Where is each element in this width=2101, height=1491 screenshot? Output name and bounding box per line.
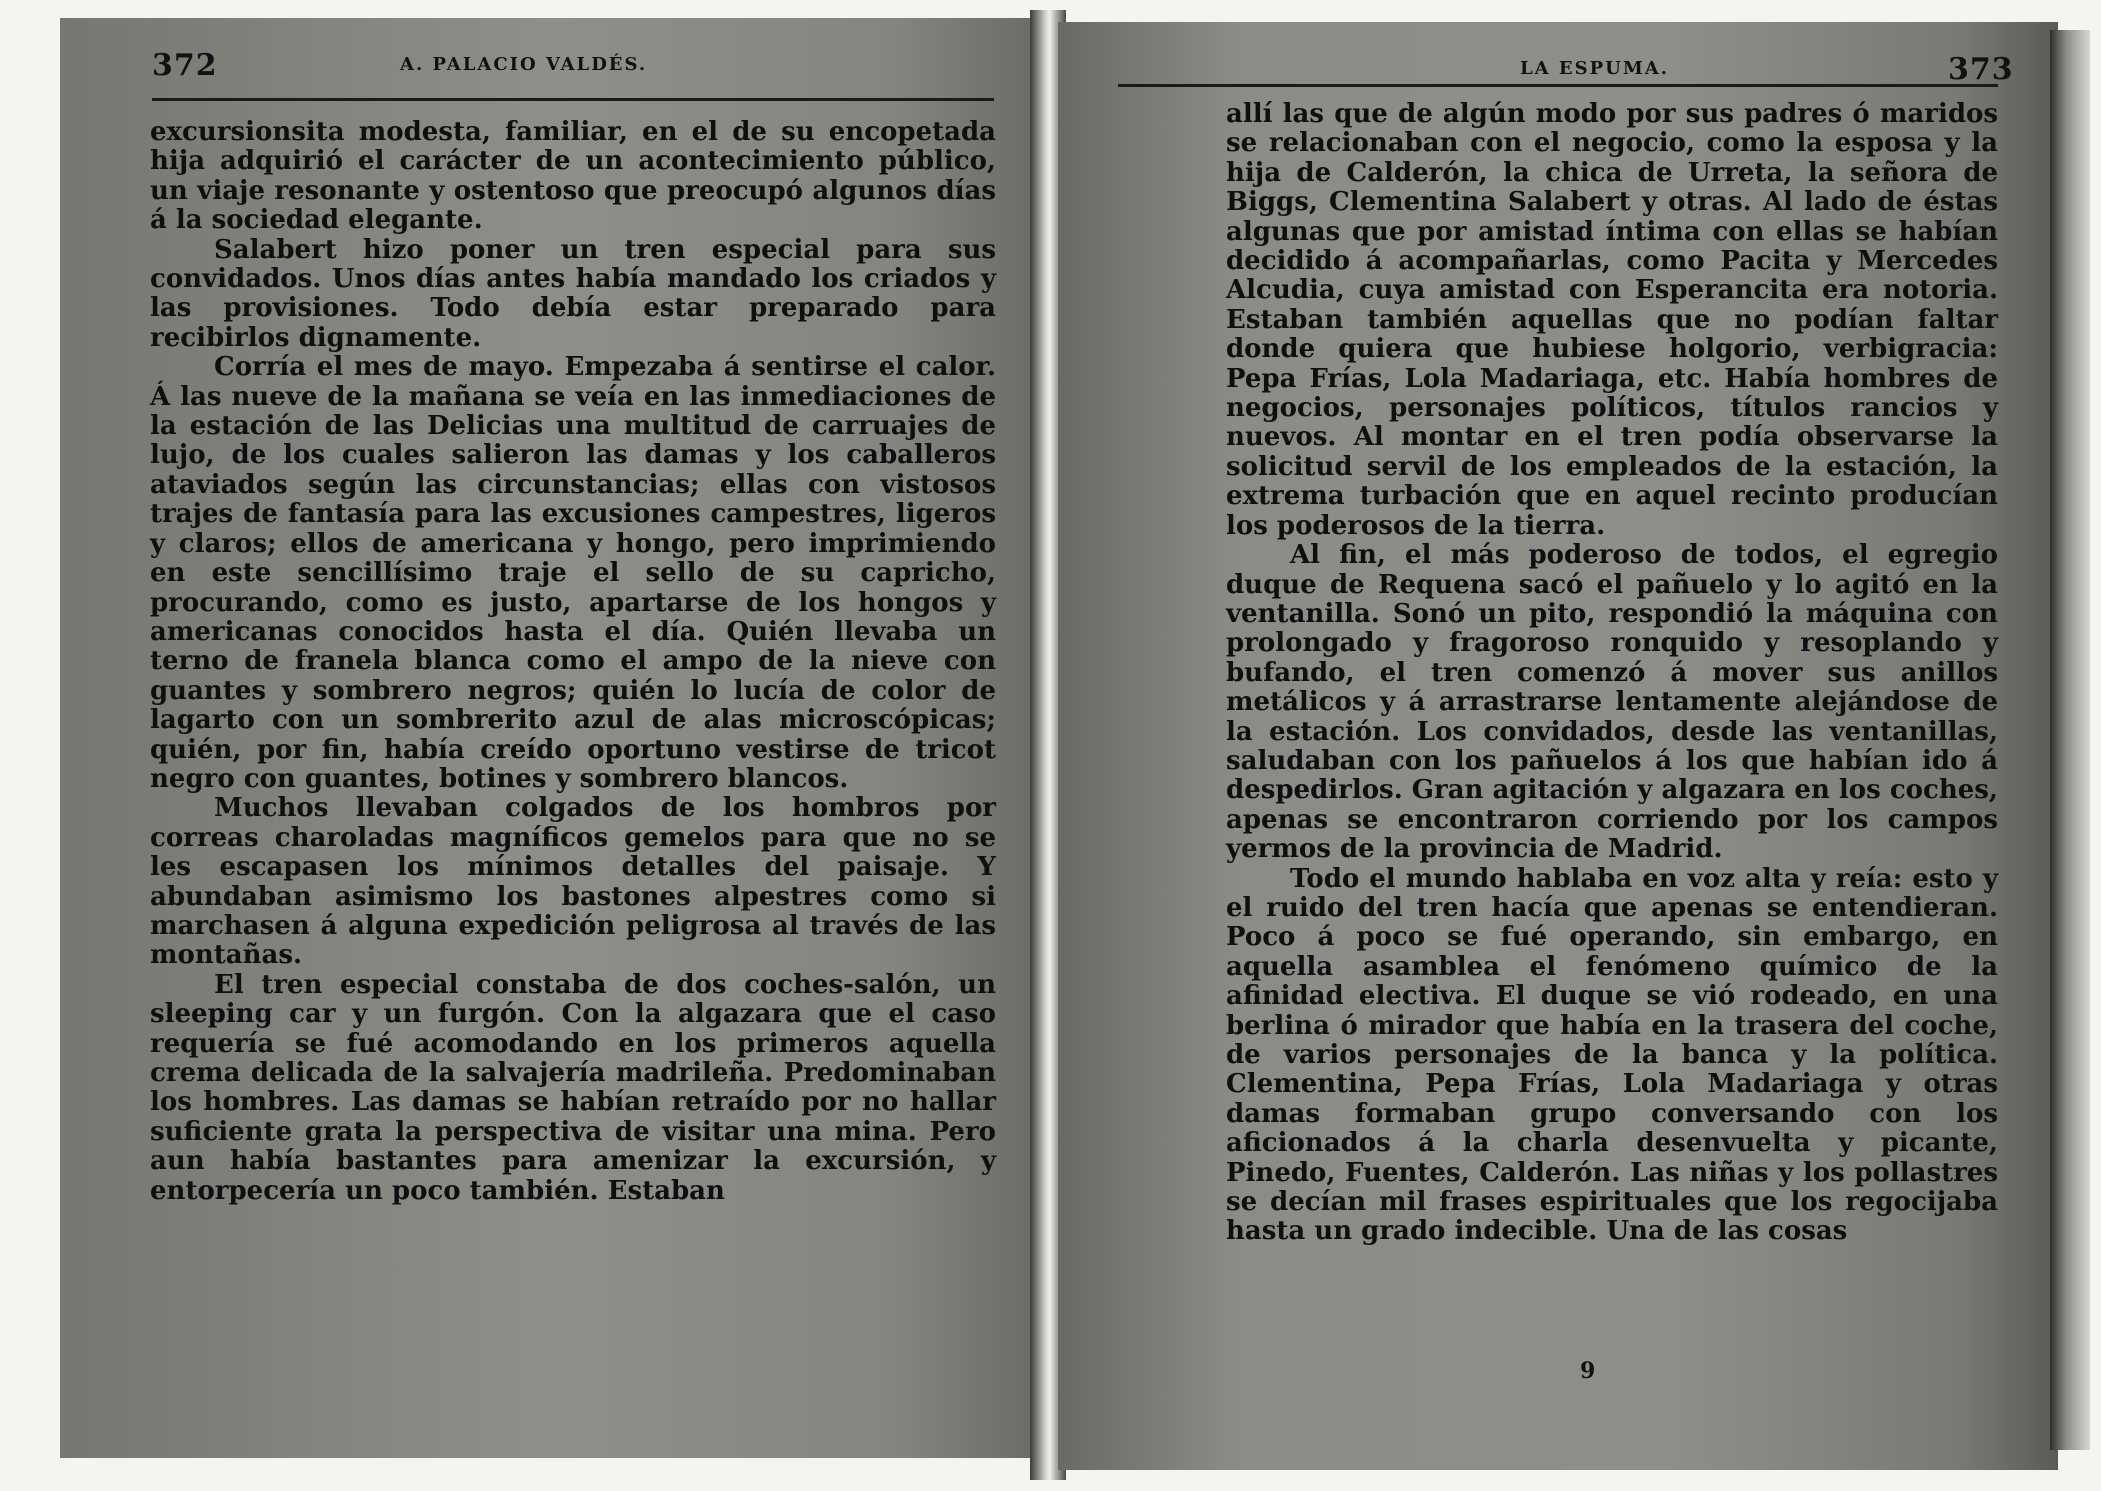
left-page-number: 372 — [152, 48, 218, 83]
right-paragraph-1: allí las que de algún modo por sus padres ó maridos se relacionaban con el negocio, como la esposa y la hija de Calderón, la chica de Urreta, la señora de Biggs, Clementina Salabert y otras. Al lado de éstas algunas que por amistad íntima con ellas se habían decidido á acompañarlas, como Pacita y Mercedes Alcudia, cuya amistad con Esperancita era notoria. Estaban también aquellas que no podían faltar donde quiera que hubiese holgorio, verbigracia: Pepa Frías, Lola Madariaga, etc. Había hombres de negocios, personajes políticos, títulos rancios y nuevos. Al montar en el tren podía observarse la solicitud servil de los empleados de la estación, la extrema turbación que en aquel recinto producían los poderosos de la tierra. — [1226, 99, 1998, 541]
left-page — [60, 18, 1038, 1458]
signature-mark: 9 — [1580, 1358, 1596, 1384]
left-paragraph-5: El tren especial constaba de dos coches-salón, un sleeping car y un furgón. Con la algazara que el caso requería se fué acomodando en los primeros aquella crema delicada de la salvajería madrileña. Predominaban los hombres. Las damas se habían retraído por no hallar suficiente grata la perspectiva de visitar una mina. Pero aun había bastantes para amenizar la excursión, y entorpecería un poco también. Estaban — [150, 969, 996, 1206]
right-paragraph-2: Al fin, el más poderoso de todos, el egregio duque de Requena sacó el pañuelo y lo agitó en la ventanilla. Sonó un pito, respondió la máquina con prolongado y fragoroso ronquido y resoplando y bufando, el tren comenzó á mover sus anillos metálicos y á arrastrarse lentamente alejándose de la estación. Los convidados, desde las ventanillas, saludaban con los pañuelos á los que habían ido á despedirlos. Gran agitación y algazara en los coches, apenas se encontraron corriendo por los campos yermos de la provincia de Madrid. — [1226, 540, 1998, 865]
right-header-rule — [1118, 84, 1998, 87]
right-page-number: 373 — [1948, 52, 2014, 87]
left-running-head: A. PALACIO VALDÉS. — [400, 54, 648, 75]
left-paragraph-3: Corría el mes de mayo. Empezaba á sentirse el calor. Á las nueve de la mañana se veía en las inmediaciones de la estación de las Delicias una multitud de carruajes de lujo, de los cuales salieron las damas y los caballeros ataviados según las circunstancias; ellas con vistosos trajes de fantasía para las excusiones campestres, ligeros y claros; ellos de americana y hongo, pero imprimiendo en este sencillísimo traje el sello de su capricho, procurando, como es justo, apartarse de los hongos y americanas conocidos hasta el día. Quién llevaba un terno de franela blanca como el ampo de la nieve con guantes y sombrero negros; quién lo lucía de color de lagarto con un sombrerito azul de alas microscópicas; quién, por fin, había creído oportuno vestirse de tricot negro con guantes, botines y sombrero blancos. — [150, 352, 996, 794]
right-page-body — [1226, 100, 1998, 1247]
right-paragraph-3: Todo el mundo hablaba en voz alta y reía: esto y el ruido del tren hacía que apenas se entendieran. Poco á poco se fué operando, sin embargo, en aquella asamblea el fenómeno químico de la afinidad electiva. El duque se vió rodeado, en una berlina ó mirador que había en la trasera del coche, de varios personajes de la banca y la política. Clementina, Pepa Frías, Lola Madariaga y otras damas formaban grupo conversando con los aficionados á la charla desenvuelta y picante, Pinedo, Fuentes, Calderón. Las niñas y los pollastres se decían mil frases espirituales que los regocijaba hasta un grado indecible. Una de las cosas — [1226, 863, 1998, 1247]
left-page-header — [60, 48, 1038, 92]
right-page-header — [1058, 52, 2058, 96]
left-paragraph-4: Muchos llevaban colgados de los hombros por correas charoladas magníficos gemelos para que no se les escapasen los mínimos detalles del paisaje. Y abundaban asimismo los bastones alpestres como si marchasen á alguna expedición peligrosa al través de las montañas. — [150, 793, 996, 971]
left-paragraph-2: Salabert hizo poner un tren especial para sus convidados. Unos días antes había mandado los criados y las provisiones. Todo debía estar preparado para recibirlos dignamente. — [150, 234, 996, 353]
left-page-body — [150, 118, 996, 1206]
right-book-edge — [2050, 30, 2090, 1450]
right-running-head: LA ESPUMA. — [1520, 58, 1669, 79]
right-page — [1058, 22, 2058, 1470]
left-header-rule — [152, 98, 994, 101]
left-paragraph-1: excursionsita modesta, familiar, en el de su encopetada hija adquirió el carácter de un acontecimiento público, un viaje resonante y ostentoso que preocupó algunos días á la sociedad elegante. — [150, 117, 996, 236]
